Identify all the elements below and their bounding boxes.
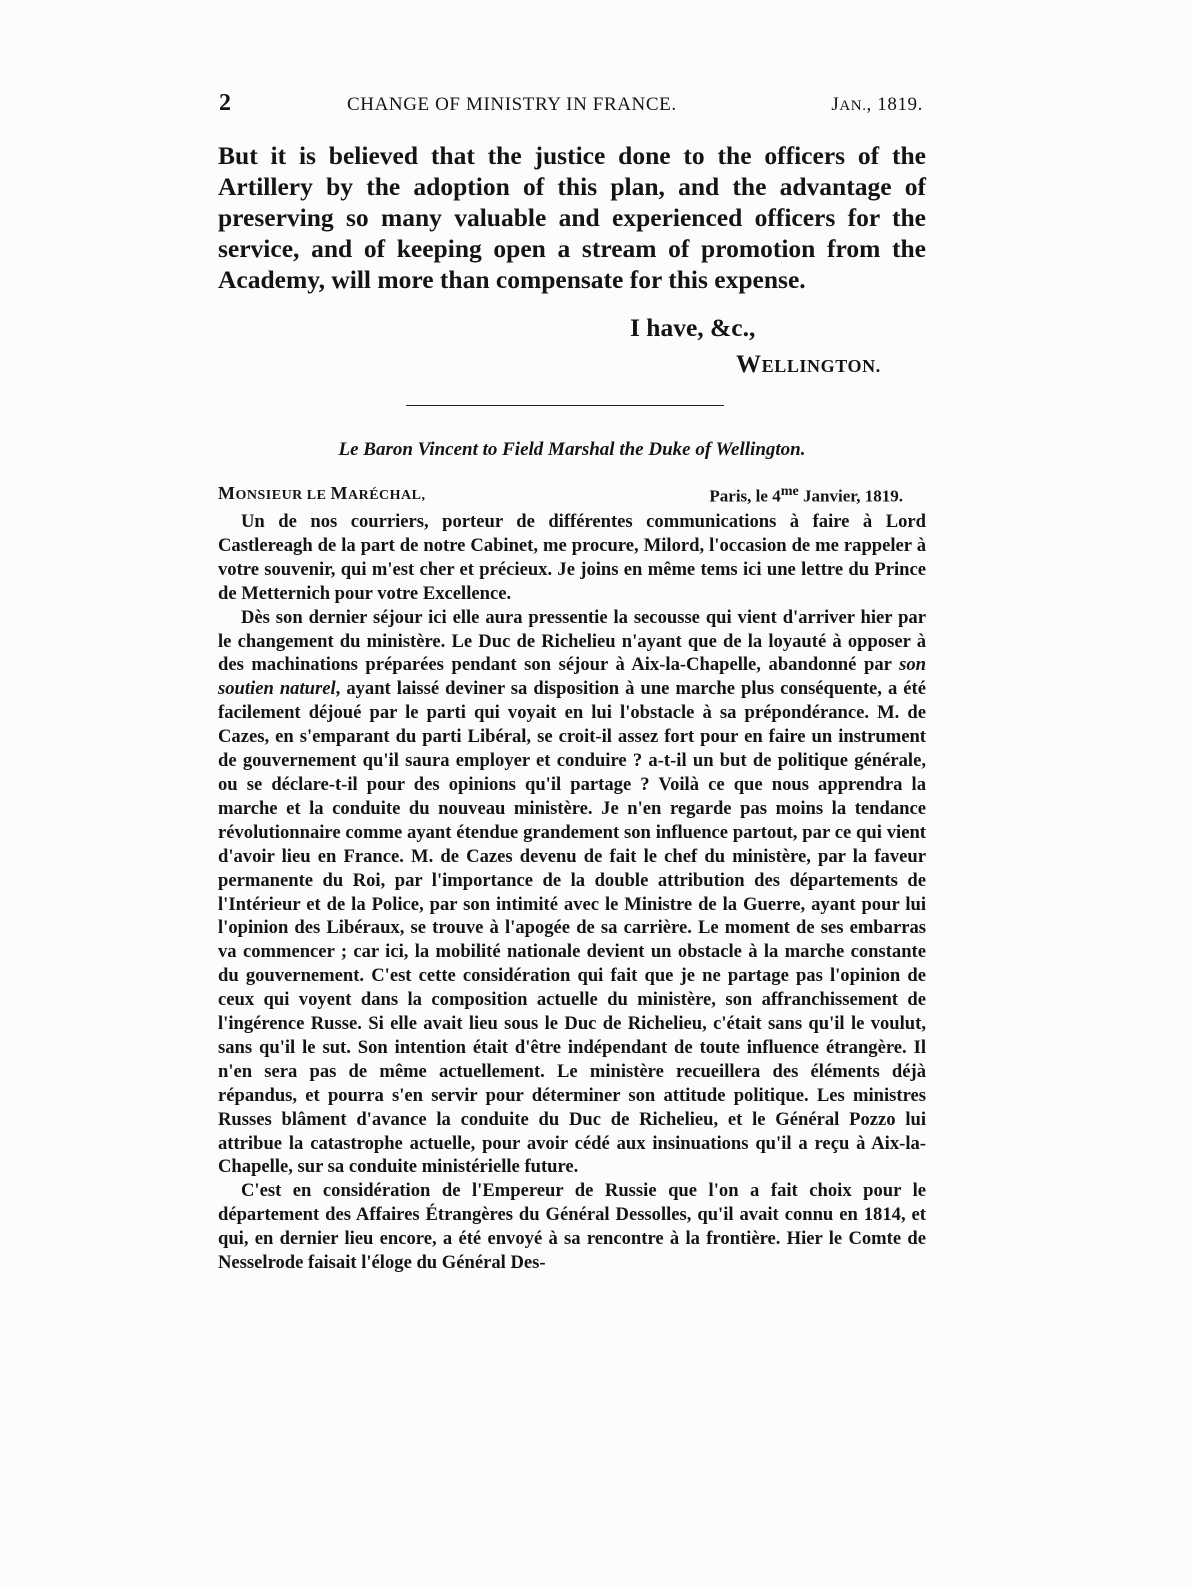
signature-initial: W (736, 351, 762, 378)
salutation-rest-2: ARÉCHAL, (347, 488, 426, 503)
salutation-initial-2: M (330, 483, 348, 503)
salutation-rest: ONSIEUR LE (235, 488, 331, 503)
letter-dateline (709, 483, 903, 507)
salutation-initial: M (218, 483, 236, 503)
intro-text: But it is believed that the justice done to the officers of the Artillery by the adoption of this plan, and the advantage of preserving so many valuable and experienced officers for the service, and of keeping open a stream of promotion from the Academy, will more than compensate for this expense. (218, 141, 926, 294)
section-divider (406, 405, 724, 406)
italic-phrase: son soutien naturel (218, 654, 926, 700)
signature (736, 351, 881, 379)
salutation (218, 483, 425, 504)
dateline-superscript: me (780, 483, 799, 499)
running-date-initial: J (831, 94, 840, 115)
paragraph-text: , ayant laissé deviner sa disposition à une marche plus conséquente, a été facilement déjoué par le parti qui voyait en lui l'obstacle à sa prépondérance. M. de Cazes, en s'emparant du parti Libéral, se croit-il assez fort pour en faire un instrument de gouvernement qu'il saura employer et conduire ? a-t-il un but de politique générale, ou se déclare-t-il pour des opinions qu'il partage ? Voilà ce que nous apprendra la marche et la conduite du nouveau ministère. Je n'en regarde pas moins la tendance révolutionnaire comme ayant étendue grandement son influence partout, par ce qui vient d'avoir lieu en France. M. de Cazes devenu de fait le chef du ministère, par la faveur permanente du Roi, par l'importance de la double attribution des départements de l'Intérieur et de la Police, par son intimité avec le Ministre de la Guerre, ayant pour lui l'opinion des Libéraux, se trouve à l'apogée de sa carrière. Le moment de ses embarras va commencer ; car ici, la mobilité nationale devient un obstacle à la marche constante du gouvernement. C'est cette considération qui fait que je ne partage pas l'opinion de ceux qui voyent dans la composition actuelle du ministère, son affranchissement de l'ingérence Russe. Si elle avait lieu sous le Duc de Richelieu, c'était sans qu'il le voulut, sans qu'il le sut. Son intention était d'être indépendant de toute influence étrangère. Il n'en sera pas de même actuellement. Le ministère recueillera des éléments déjà répandus, et pourra s'en servir pour déterminer son attitude politique. Les ministres Russes blâment d'avance la conduite du Duc de Richelieu, et le Général Pozzo lui attribue la catastrophe actuelle, pour avoir cédé aux insinuations qu'il a reçu à Aix-la-Chapelle, sur sa conduite ministérielle future. (218, 678, 926, 1178)
dateline-before: Paris, le 4 (709, 486, 781, 506)
running-title: CHANGE OF MINISTRY IN FRANCE. (347, 94, 677, 115)
letter-heading: Le Baron Vincent to Field Marshal the Duke of Wellington. (338, 439, 806, 460)
running-date-year: , 1819. (866, 94, 923, 115)
closing-line: I have, &c., (630, 313, 756, 342)
letter-paragraph: C'est en considération de l'Empereur de Russie que l'on a fait choix pour le département des Affaires Étrangères du Général Dessolles, qu'il avait connu en 1814, et qui, en dernier lieu encore, a été envoyé à sa rencontre à la frontière. Hier le Comte de Nesselrode faisait l'éloge du Général Des- (218, 1180, 926, 1274)
running-date-month: AN. (839, 98, 867, 114)
letter-paragraph: Un de nos courriers, porteur de différentes communications à faire à Lord Castlereagh de la part de notre Cabinet, me procure, Milord, l'occasion de me rappeler à votre souvenir, qui m'est cher et précieux. Je joins en même tems ici une lettre du Prince de Metternich pour votre Excellence. (218, 511, 926, 604)
intro-paragraph (218, 140, 926, 295)
running-date (831, 94, 923, 116)
running-head (219, 90, 923, 120)
paragraph-text: Dès son dernier séjour ici elle aura pressentie la secousse qui vient d'arriver hier par le changement du ministère. Le Duc de Richelieu n'ayant que de la loyauté à opposer à des machinations préparées pendant son séjour à Aix-la-Chapelle, abandonné par (218, 606, 926, 676)
letter-paragraph (218, 606, 926, 1180)
dateline-after: Janvier, 1819. (798, 486, 903, 506)
letter-body (218, 510, 926, 1275)
page-number: 2 (219, 90, 231, 116)
signature-rest: ELLINGTON. (761, 356, 881, 376)
